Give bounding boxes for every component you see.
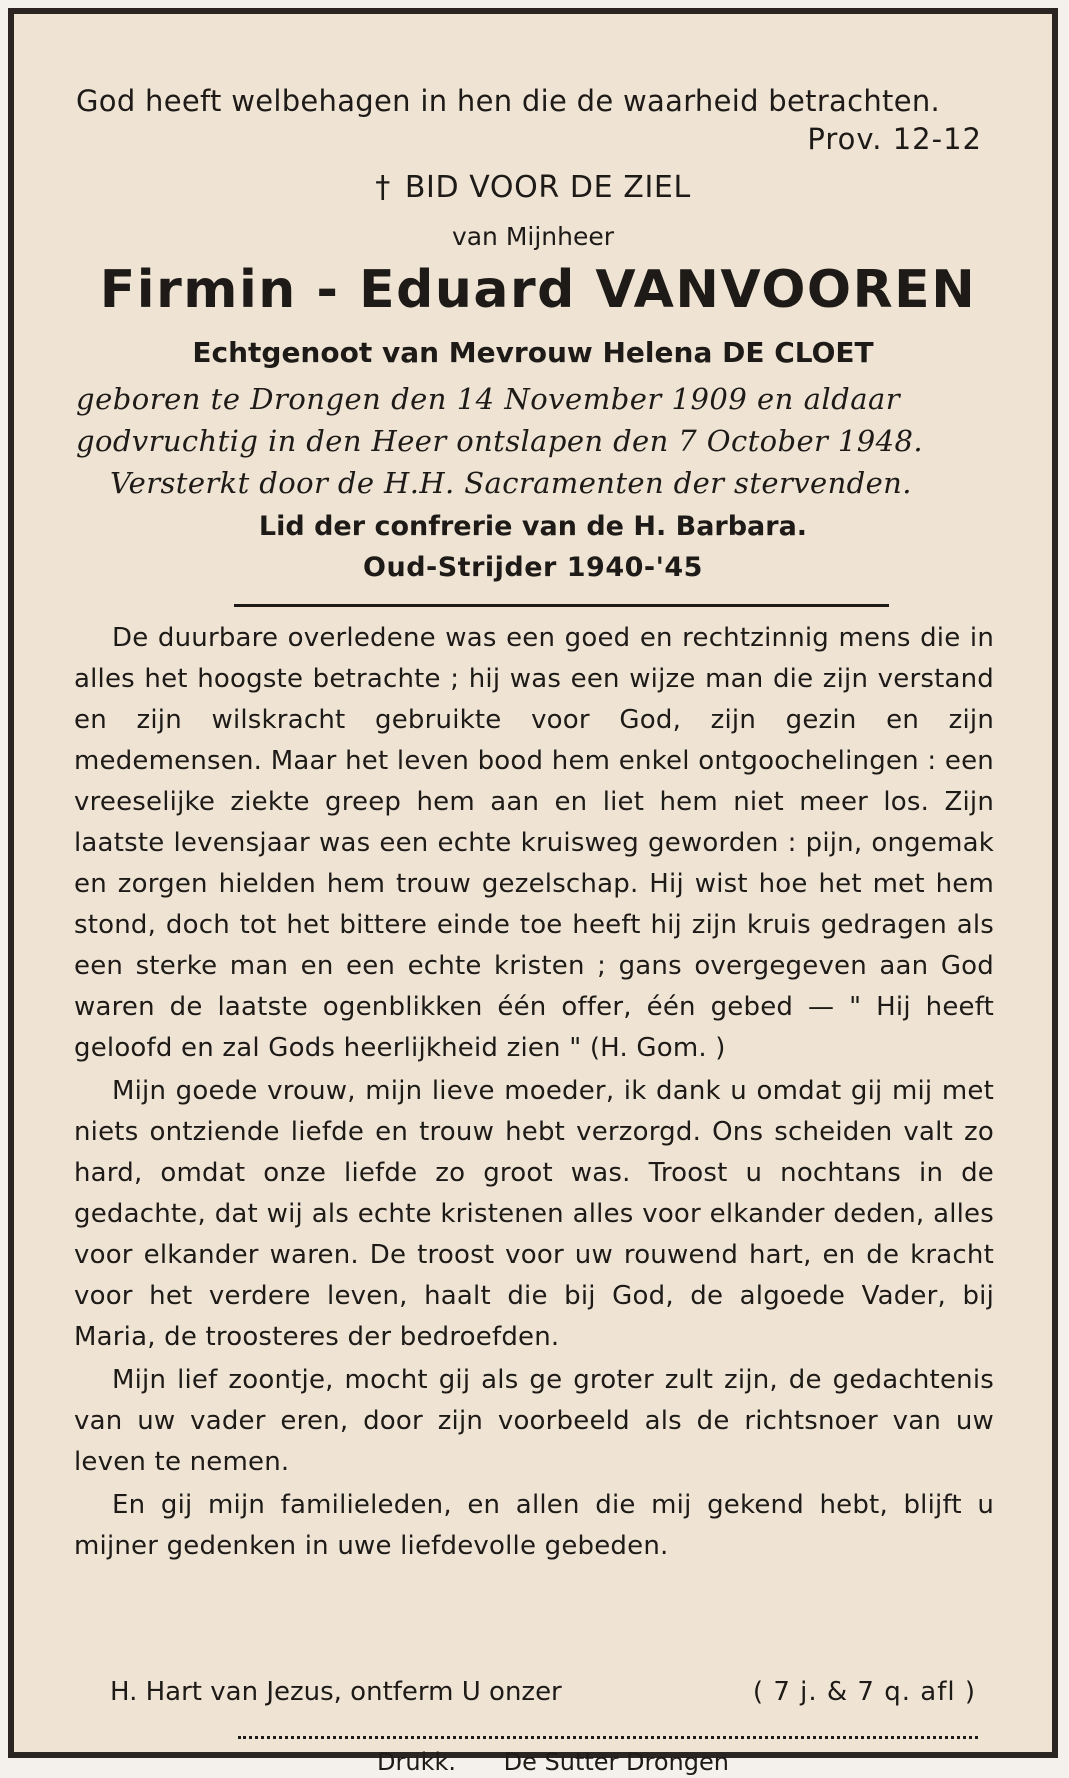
birth-line: geboren te Drongen den 14 November 1909 en aldaar xyxy=(76,382,901,416)
confraternity-line: Lid der confrerie van de H. Barbara. xyxy=(258,511,808,542)
paragraph: De duurbare overledene was een goed en rechtzinnig mens die in alles het hoogste betrachte ; hij was een wijze man die zijn verstand en zijn wilskracht gebruikte voor God, zijn gezin en zijn medemensen. Maar het leven bood hem enkel ontgoochelingen : een vreeselijke ziekte greep hem aan en liet hem niet meer los. Zijn laatste levensjaar was een echte kruisweg geworden : pijn, ongemak en zorgen hielden hem trouw gezelschap. Hij wist hoe het met hem stond, doch tot het bittere einde toe heeft hij zijn kruis gedragen als een sterke man en een echte kristen ; gans overgegeven aan God waren de laatste ogenblikken één offer, één gebed — " Hij heeft geloofd en zal Gods heerlijkheid zien " (H. Gom. ) xyxy=(74,623,994,1063)
death-line: godvruchtig in den Heer ontslapen den 7 October 1948. xyxy=(76,424,923,458)
paragraph: En gij mijn familieleden, en allen die mij gekend hebt, blijft u mijner gedenken in uwe liefdevolle gebeden. xyxy=(74,1490,994,1561)
deceased-name: Firmin - Eduard VANVOOREN xyxy=(99,260,977,320)
printer-label: Drukk. xyxy=(377,1748,456,1776)
sacraments-line: Versterkt door de H.H. Sacramenten der stervenden. xyxy=(110,466,912,500)
cross-icon: † xyxy=(375,170,391,205)
memorial-card xyxy=(8,8,1058,1776)
printer-credit xyxy=(14,1748,1052,1776)
closing-prayer: H. Hart van Jezus, ontferm U onzer xyxy=(110,1677,562,1707)
spouse-line: Echtgenoot van Mevrouw Helena DE CLOET xyxy=(192,336,874,369)
dotted-divider xyxy=(238,1736,978,1739)
divider xyxy=(234,604,889,607)
indulgence-note: ( 7 j. & 7 q. afl ) xyxy=(752,1677,976,1707)
paragraph: Mijn lief zoontje, mocht gij als ge groter zult zijn, de gedachtenis van uw vader eren, door zijn voorbeeld als de richtsnoer van uw leven te nemen. xyxy=(74,1365,994,1477)
bible-reference: Prov. 12-12 xyxy=(807,122,982,156)
paragraph: Mijn goede vrouw, mijn lieve moeder, ik dank u omdat gij mij met niets ontziende liefde en trouw hebt verzorgd. Ons scheiden valt zo hard, omdat onze liefde zo groot was. Troost u nochtans in de gedachte, dat wij als echte kristenen alles voor elkander deden, alles voor elkander waren. De troost voor uw rouwend hart, en de kracht voor het verdere leven, haalt die bij God, de algoede Vader, bij Maria, de troosteres der bedroefden. xyxy=(74,1076,994,1352)
printer-name: De Sutter Drongen xyxy=(503,1748,729,1776)
veteran-line: Oud-Strijder 1940-'45 xyxy=(363,552,703,583)
heading-text: BID VOOR DE ZIEL xyxy=(404,170,691,205)
title-prefix: van Mijnheer xyxy=(451,222,615,251)
body-text xyxy=(74,618,994,1569)
motto-quote: God heeft welbehagen in hen die de waarheid betrachten. xyxy=(76,84,941,118)
heading xyxy=(14,170,1052,205)
